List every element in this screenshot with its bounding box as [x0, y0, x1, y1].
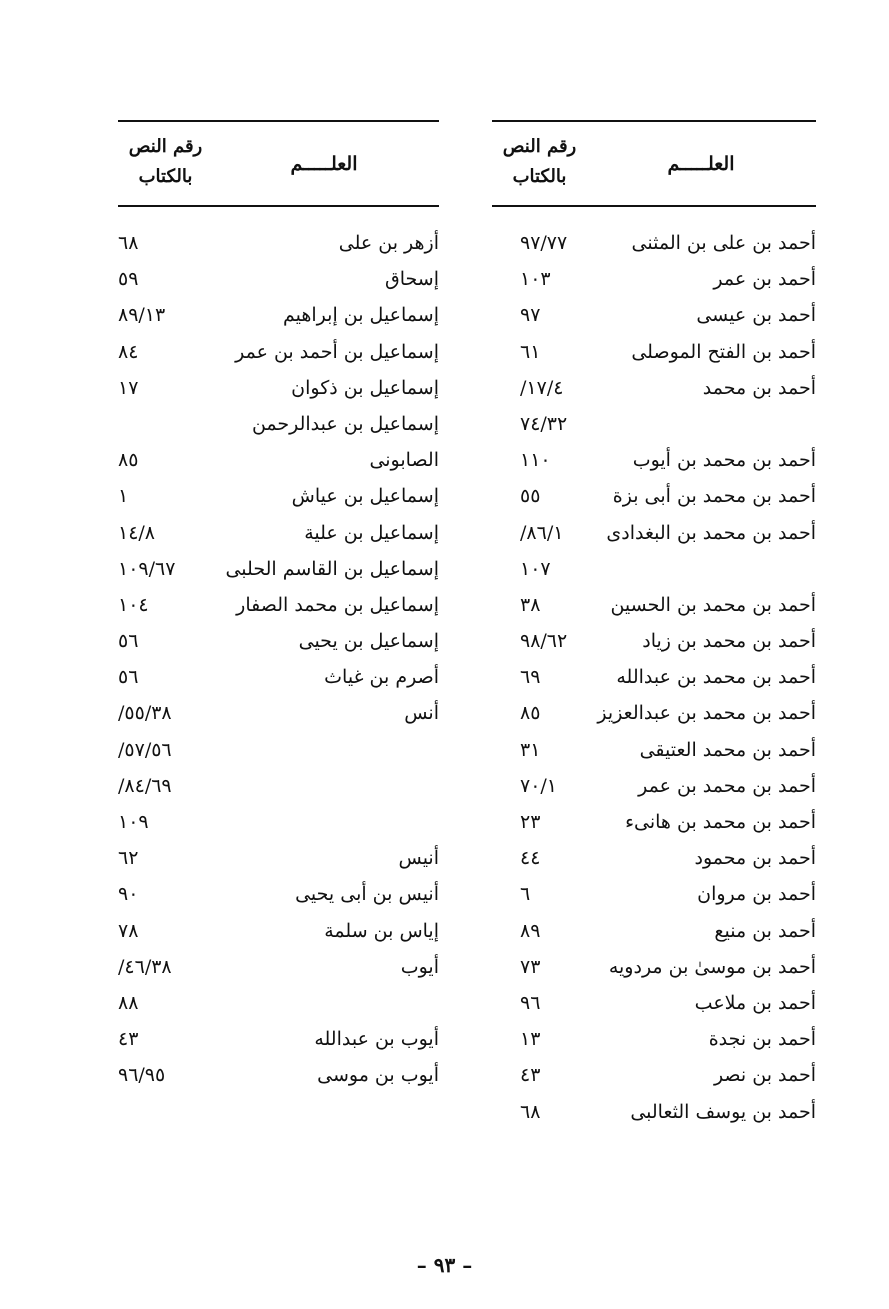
index-entry-row [118, 768, 439, 804]
left-index-column [118, 120, 439, 1094]
column-header [492, 122, 816, 205]
entry-name: إسحاق [385, 268, 439, 291]
entry-text-number: ٩٨/٦٢ [520, 630, 568, 653]
index-entry-row [118, 1021, 439, 1057]
entry-name: أحمد بن محمد بن زياد [642, 630, 816, 653]
entry-name: أحمد بن عمر [713, 268, 816, 291]
index-entry-row [118, 876, 439, 912]
entry-text-number: /٥٥/٣٨ [118, 702, 172, 725]
entry-text-number: ٤٤ [520, 847, 541, 870]
entry-text-number: ٥٥ [520, 485, 541, 508]
entry-name: أحمد بن ملاعب [694, 991, 816, 1014]
index-entry-row [492, 334, 816, 370]
index-entry-row [492, 732, 816, 768]
index-entry-row [492, 1057, 816, 1093]
heading-line-2: بالكتاب [512, 166, 567, 187]
entry-name: إسماعيل بن إبراهيم [283, 304, 439, 327]
name-column-heading: العلـــــم [667, 152, 735, 175]
entry-text-number: /٨٤/٦٩ [118, 774, 172, 797]
entry-text-number: ٦٢ [118, 847, 139, 870]
entry-text-number: ٩٠ [118, 883, 139, 906]
index-entry-row [118, 297, 439, 333]
entry-name: أيوب بن عبدالله [314, 1028, 439, 1051]
index-entry-row [492, 985, 816, 1021]
entry-text-number: ١٠٧ [520, 557, 551, 580]
entry-name: أحمد بن نصر [713, 1064, 816, 1087]
index-entry-row [492, 225, 816, 261]
entry-text-number: ٨٩/١٣ [118, 304, 166, 327]
index-entry-row [118, 949, 439, 985]
index-entry-row [492, 804, 816, 840]
entry-name: أحمد بن محمد [702, 376, 816, 399]
entry-text-number: ٨٥ [118, 449, 139, 472]
text-number-column-heading [492, 132, 587, 192]
entry-name: أحمد بن محمد العتيقى [639, 738, 816, 761]
entry-text-number: /٥٧/٥٦ [118, 738, 172, 761]
entry-text-number: /١٧/٤ [520, 376, 564, 399]
entry-text-number: ١٠٣ [520, 268, 551, 291]
entry-name: أحمد بن محمد بن عمر [638, 774, 816, 797]
entry-text-number: ١١٠ [520, 449, 551, 472]
entry-text-number: ١٠٩/٦٧ [118, 557, 176, 580]
heading-line-2: بالكتاب [138, 166, 193, 187]
entry-text-number: ٣٨ [520, 593, 541, 616]
entry-name: أحمد بن محمد بن هانىء [625, 811, 816, 833]
entry-text-number: ٤٣ [118, 1028, 139, 1051]
page-number: – ٩٣ – [416, 1253, 473, 1277]
entry-text-number: ١٤/٨ [118, 521, 156, 544]
entry-name: إسماعيل بن محمد الصفار [236, 593, 439, 616]
entry-text-number: ٦٨ [520, 1100, 541, 1123]
entry-name: أحمد بن منيع [714, 919, 816, 942]
entry-text-number: ٦١ [520, 340, 541, 363]
entry-text-number: ٨٩ [520, 919, 541, 942]
entry-text-number: ٦ [520, 883, 531, 906]
index-entry-row [118, 840, 439, 876]
index-entry-row [118, 515, 439, 551]
column-header [118, 122, 439, 205]
entry-text-number: ٥٩ [118, 268, 139, 291]
index-entry-row [492, 261, 816, 297]
index-entry-row [118, 334, 439, 370]
entry-name: إسماعيل بن القاسم الحلبى [225, 557, 439, 580]
index-entry-row [492, 913, 816, 949]
entry-text-number: ٧٣ [520, 955, 541, 978]
entry-text-number: ١٧ [118, 376, 139, 399]
index-entry-row [118, 623, 439, 659]
entry-name: أحمد بن على بن المثنى [631, 232, 816, 254]
entry-text-number: /٨٦/١ [520, 521, 564, 544]
index-entry-row [492, 406, 816, 442]
entry-text-number: ٩٧/٧٧ [520, 232, 568, 254]
entry-text-number: ٥٦ [118, 630, 139, 653]
entry-text-number: ٢٣ [520, 811, 541, 833]
entry-name: أحمد بن محمد بن عبدالله [616, 666, 816, 689]
entry-text-number: ٦٩ [520, 666, 541, 689]
entry-name: الصابونى [369, 449, 439, 472]
heading-line-1: رقم النص [502, 136, 577, 157]
index-entry-row [492, 659, 816, 695]
heading-line-1: رقم النص [128, 136, 203, 157]
entry-name: أنيس [398, 847, 439, 870]
index-entry-row [492, 515, 816, 551]
index-entry-row [492, 297, 816, 333]
entry-text-number: ٤٣ [520, 1064, 541, 1087]
index-entry-row [492, 442, 816, 478]
entry-text-number: ٩٧ [520, 304, 541, 327]
entry-name: أحمد بن مروان [697, 883, 816, 906]
entry-text-number: ٦٨ [118, 232, 139, 254]
index-entry-row [118, 261, 439, 297]
index-entry-row [118, 370, 439, 406]
entry-name: إسماعيل بن يحيى [298, 630, 439, 653]
entry-name: أحمد بن محمد بن أيوب [632, 449, 816, 472]
entry-name: إسماعيل بن ذكوان [291, 376, 439, 399]
index-entry-row [492, 768, 816, 804]
name-column-heading: العلـــــم [290, 152, 358, 175]
entry-name: أحمد بن نجدة [708, 1028, 816, 1051]
entry-text-number: ٩٦/٩٥ [118, 1064, 166, 1087]
entry-text-number: ١٣ [520, 1028, 541, 1051]
entry-text-number: ١ [118, 485, 129, 508]
entry-text-number: ١٠٤ [118, 593, 149, 616]
index-entry-row [492, 370, 816, 406]
entry-list [118, 207, 439, 1094]
entry-name: أنس [404, 702, 439, 725]
text-number-column-heading [118, 132, 213, 192]
entry-name: أنيس بن أبى يحيى [295, 883, 439, 906]
index-entry-row [118, 985, 439, 1021]
entry-name: أزهر بن على [338, 232, 439, 254]
entry-text-number: ٧٤/٣٢ [520, 412, 568, 435]
index-entry-row [118, 913, 439, 949]
entry-text-number: /٤٦/٣٨ [118, 955, 172, 978]
entry-text-number: ٨٥ [520, 702, 541, 725]
index-entry-row [492, 1021, 816, 1057]
entry-name: أحمد بن محمد بن الحسين [610, 593, 816, 616]
entry-name: أحمد بن عيسى [696, 304, 816, 327]
index-entry-row [118, 551, 439, 587]
entry-text-number: ١٠٩ [118, 811, 149, 833]
index-entry-row [118, 732, 439, 768]
index-entry-row [118, 587, 439, 623]
index-entry-row [492, 949, 816, 985]
entry-text-number: ٩٦ [520, 991, 541, 1014]
entry-text-number: ٧٨ [118, 919, 139, 942]
entry-name: أحمد بن محمود [694, 847, 816, 870]
entry-name: إسماعيل بن عياش [291, 485, 439, 508]
entry-text-number: ٥٦ [118, 666, 139, 689]
entry-text-number: ٣١ [520, 738, 541, 761]
index-entry-row [492, 623, 816, 659]
entry-text-number: ٧٠/١ [520, 774, 558, 797]
index-entry-row [118, 695, 439, 731]
entry-list [492, 207, 816, 1130]
index-entry-row [492, 478, 816, 514]
entry-name: أحمد بن الفتح الموصلى [631, 340, 816, 363]
entry-name: أحمد بن محمد بن أبى بزة [612, 485, 816, 508]
entry-text-number: ٨٤ [118, 340, 139, 363]
index-entry-row [118, 1057, 439, 1093]
entry-name: إسماعيل بن عبدالرحمن [251, 412, 439, 435]
entry-name: إسماعيل بن علية [304, 521, 439, 544]
entry-text-number: ٨٨ [118, 991, 139, 1014]
entry-name: إياس بن سلمة [324, 919, 439, 942]
index-entry-row [118, 225, 439, 261]
entry-name: أصرم بن غياث [324, 666, 439, 689]
entry-name: أحمد بن يوسف الثعالبى [630, 1100, 816, 1123]
index-entry-row [118, 478, 439, 514]
entry-name: أحمد بن محمد بن البغدادى [606, 521, 816, 544]
right-index-column [492, 120, 816, 1130]
index-entry-row [492, 695, 816, 731]
entry-name: أيوب [400, 955, 439, 978]
entry-name: أحمد بن محمد بن عبدالعزيز [597, 702, 816, 725]
index-entry-row [492, 551, 816, 587]
entry-name: إسماعيل بن أحمد بن عمر [235, 340, 439, 363]
index-entry-row [118, 406, 439, 442]
index-entry-row [118, 659, 439, 695]
index-entry-row [118, 804, 439, 840]
entry-name: أيوب بن موسى [317, 1064, 439, 1087]
entry-name: أحمد بن موسىٰ بن مردويه [608, 955, 816, 978]
index-entry-row [118, 442, 439, 478]
index-entry-row [492, 1094, 816, 1130]
index-entry-row [492, 587, 816, 623]
index-entry-row [492, 840, 816, 876]
index-entry-row [492, 876, 816, 912]
